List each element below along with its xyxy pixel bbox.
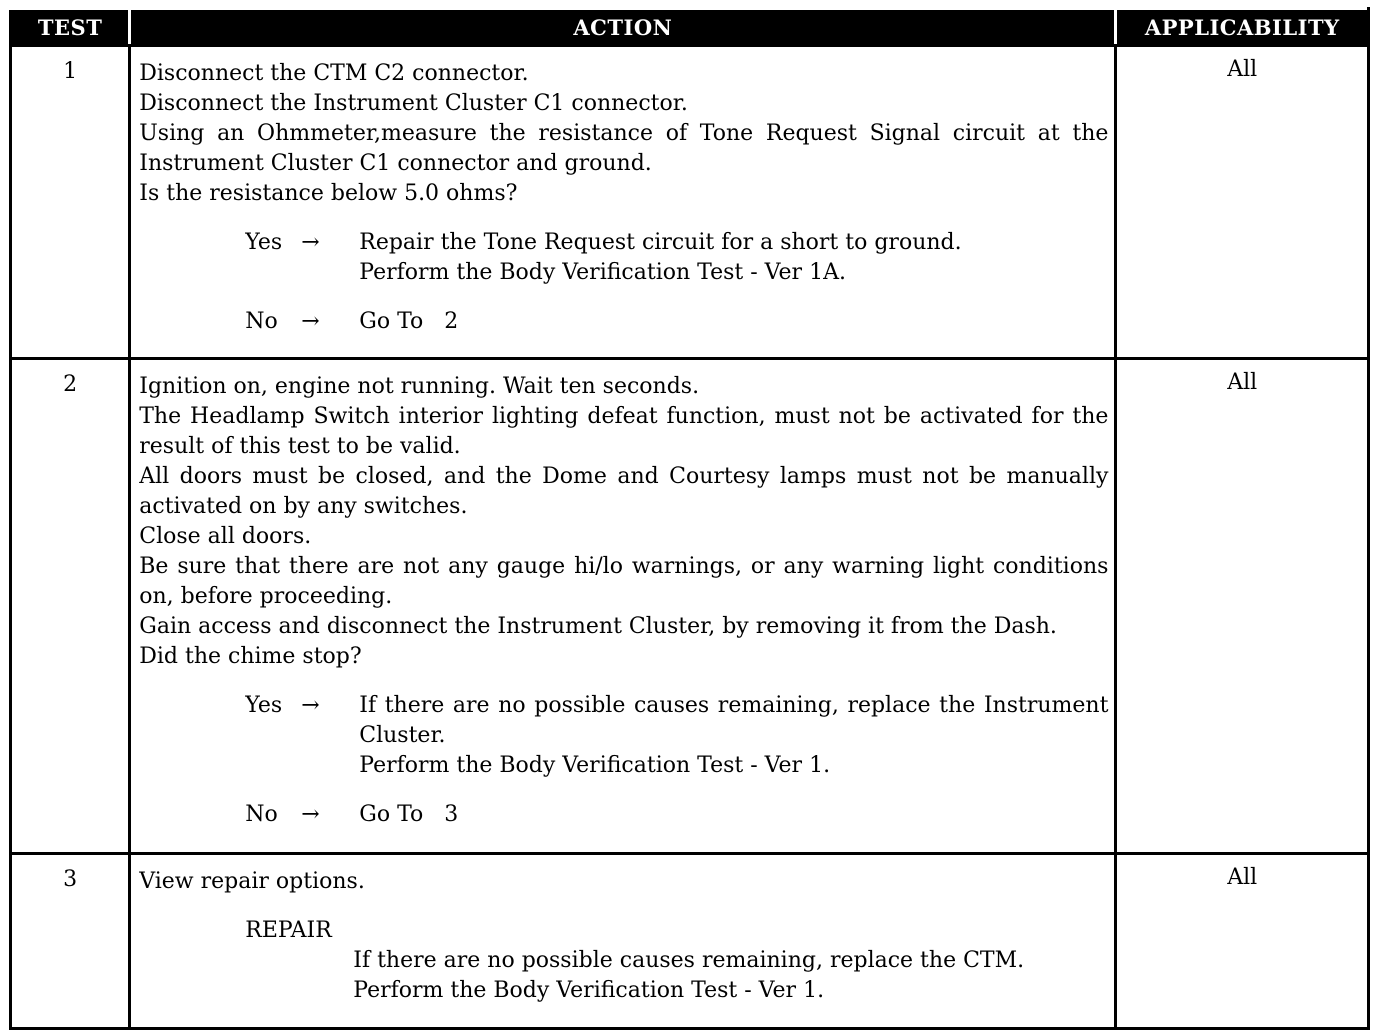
repair-line: If there are no possible causes remaining, replace the CTM. <box>353 948 1025 973</box>
yes-result-line: Repair the Tone Request circuit for a short to ground. <box>359 230 962 255</box>
table-header <box>11 9 1369 46</box>
test-number: 3 <box>11 854 130 1029</box>
action-step: Close all doors. <box>139 524 312 549</box>
header-action: ACTION <box>130 9 1116 46</box>
yes-result-line: Perform the Body Verification Test - Ver 1A. <box>359 260 846 285</box>
action-step: View repair options. <box>139 869 365 894</box>
no-result: Go To 2 <box>359 309 459 334</box>
no-outcome <box>245 307 1108 337</box>
applicability-value: All <box>1116 854 1369 1029</box>
arrow-icon: → <box>301 693 320 718</box>
action-cell <box>130 854 1116 1029</box>
arrow-icon: → <box>301 802 320 827</box>
action-cell <box>130 359 1116 854</box>
yes-result-line: If there are no possible causes remaining, replace the Instrument Cluster. <box>359 693 1109 748</box>
arrow-icon: → <box>301 230 320 255</box>
action-step: Disconnect the Instrument Cluster C1 connector. <box>139 91 688 116</box>
action-step: Be sure that there are not any gauge hi/lo warnings, or any warning light conditions on, before proceeding. <box>139 554 1109 609</box>
yes-label: Yes <box>245 230 283 255</box>
action-step: Gain access and disconnect the Instrument Cluster, by removing it from the Dash. <box>139 614 1057 639</box>
action-step: Ignition on, engine not running. Wait ten seconds. <box>139 374 700 399</box>
action-step: Did the chime stop? <box>139 644 362 669</box>
table-row <box>11 854 1369 1029</box>
applicability-value: All <box>1116 359 1369 854</box>
action-step: All doors must be closed, and the Dome and Courtesy lamps must not be manually activated on by any switches. <box>139 464 1109 519</box>
action-step: Is the resistance below 5.0 ohms? <box>139 181 518 206</box>
yes-outcome <box>245 228 1108 288</box>
table-row <box>11 46 1369 359</box>
header-applicability: APPLICABILITY <box>1116 9 1369 46</box>
no-label: No <box>245 802 278 827</box>
repair-line: Perform the Body Verification Test - Ver 1. <box>353 978 825 1003</box>
no-result: Go To 3 <box>359 802 459 827</box>
yes-label: Yes <box>245 693 283 718</box>
arrow-icon: → <box>301 309 320 334</box>
no-label: No <box>245 309 278 334</box>
header-test: TEST <box>11 9 130 46</box>
no-outcome <box>245 800 1108 830</box>
action-step: Disconnect the CTM C2 connector. <box>139 61 529 86</box>
repair-label: REPAIR <box>245 918 332 943</box>
test-number: 1 <box>11 46 130 359</box>
yes-outcome <box>245 691 1108 781</box>
test-number: 2 <box>11 359 130 854</box>
yes-result-line: Perform the Body Verification Test - Ver 1. <box>359 753 831 778</box>
action-step: The Headlamp Switch interior lighting defeat function, must not be activated for the result of this test to be valid. <box>139 404 1109 459</box>
action-cell <box>130 46 1116 359</box>
applicability-value: All <box>1116 46 1369 359</box>
table-row <box>11 359 1369 854</box>
diagnostic-test-table <box>9 7 1370 1030</box>
action-step: Using an Ohmmeter,measure the resistance of Tone Request Signal circuit at the Instrument Cluster C1 connector and ground. <box>139 121 1109 176</box>
